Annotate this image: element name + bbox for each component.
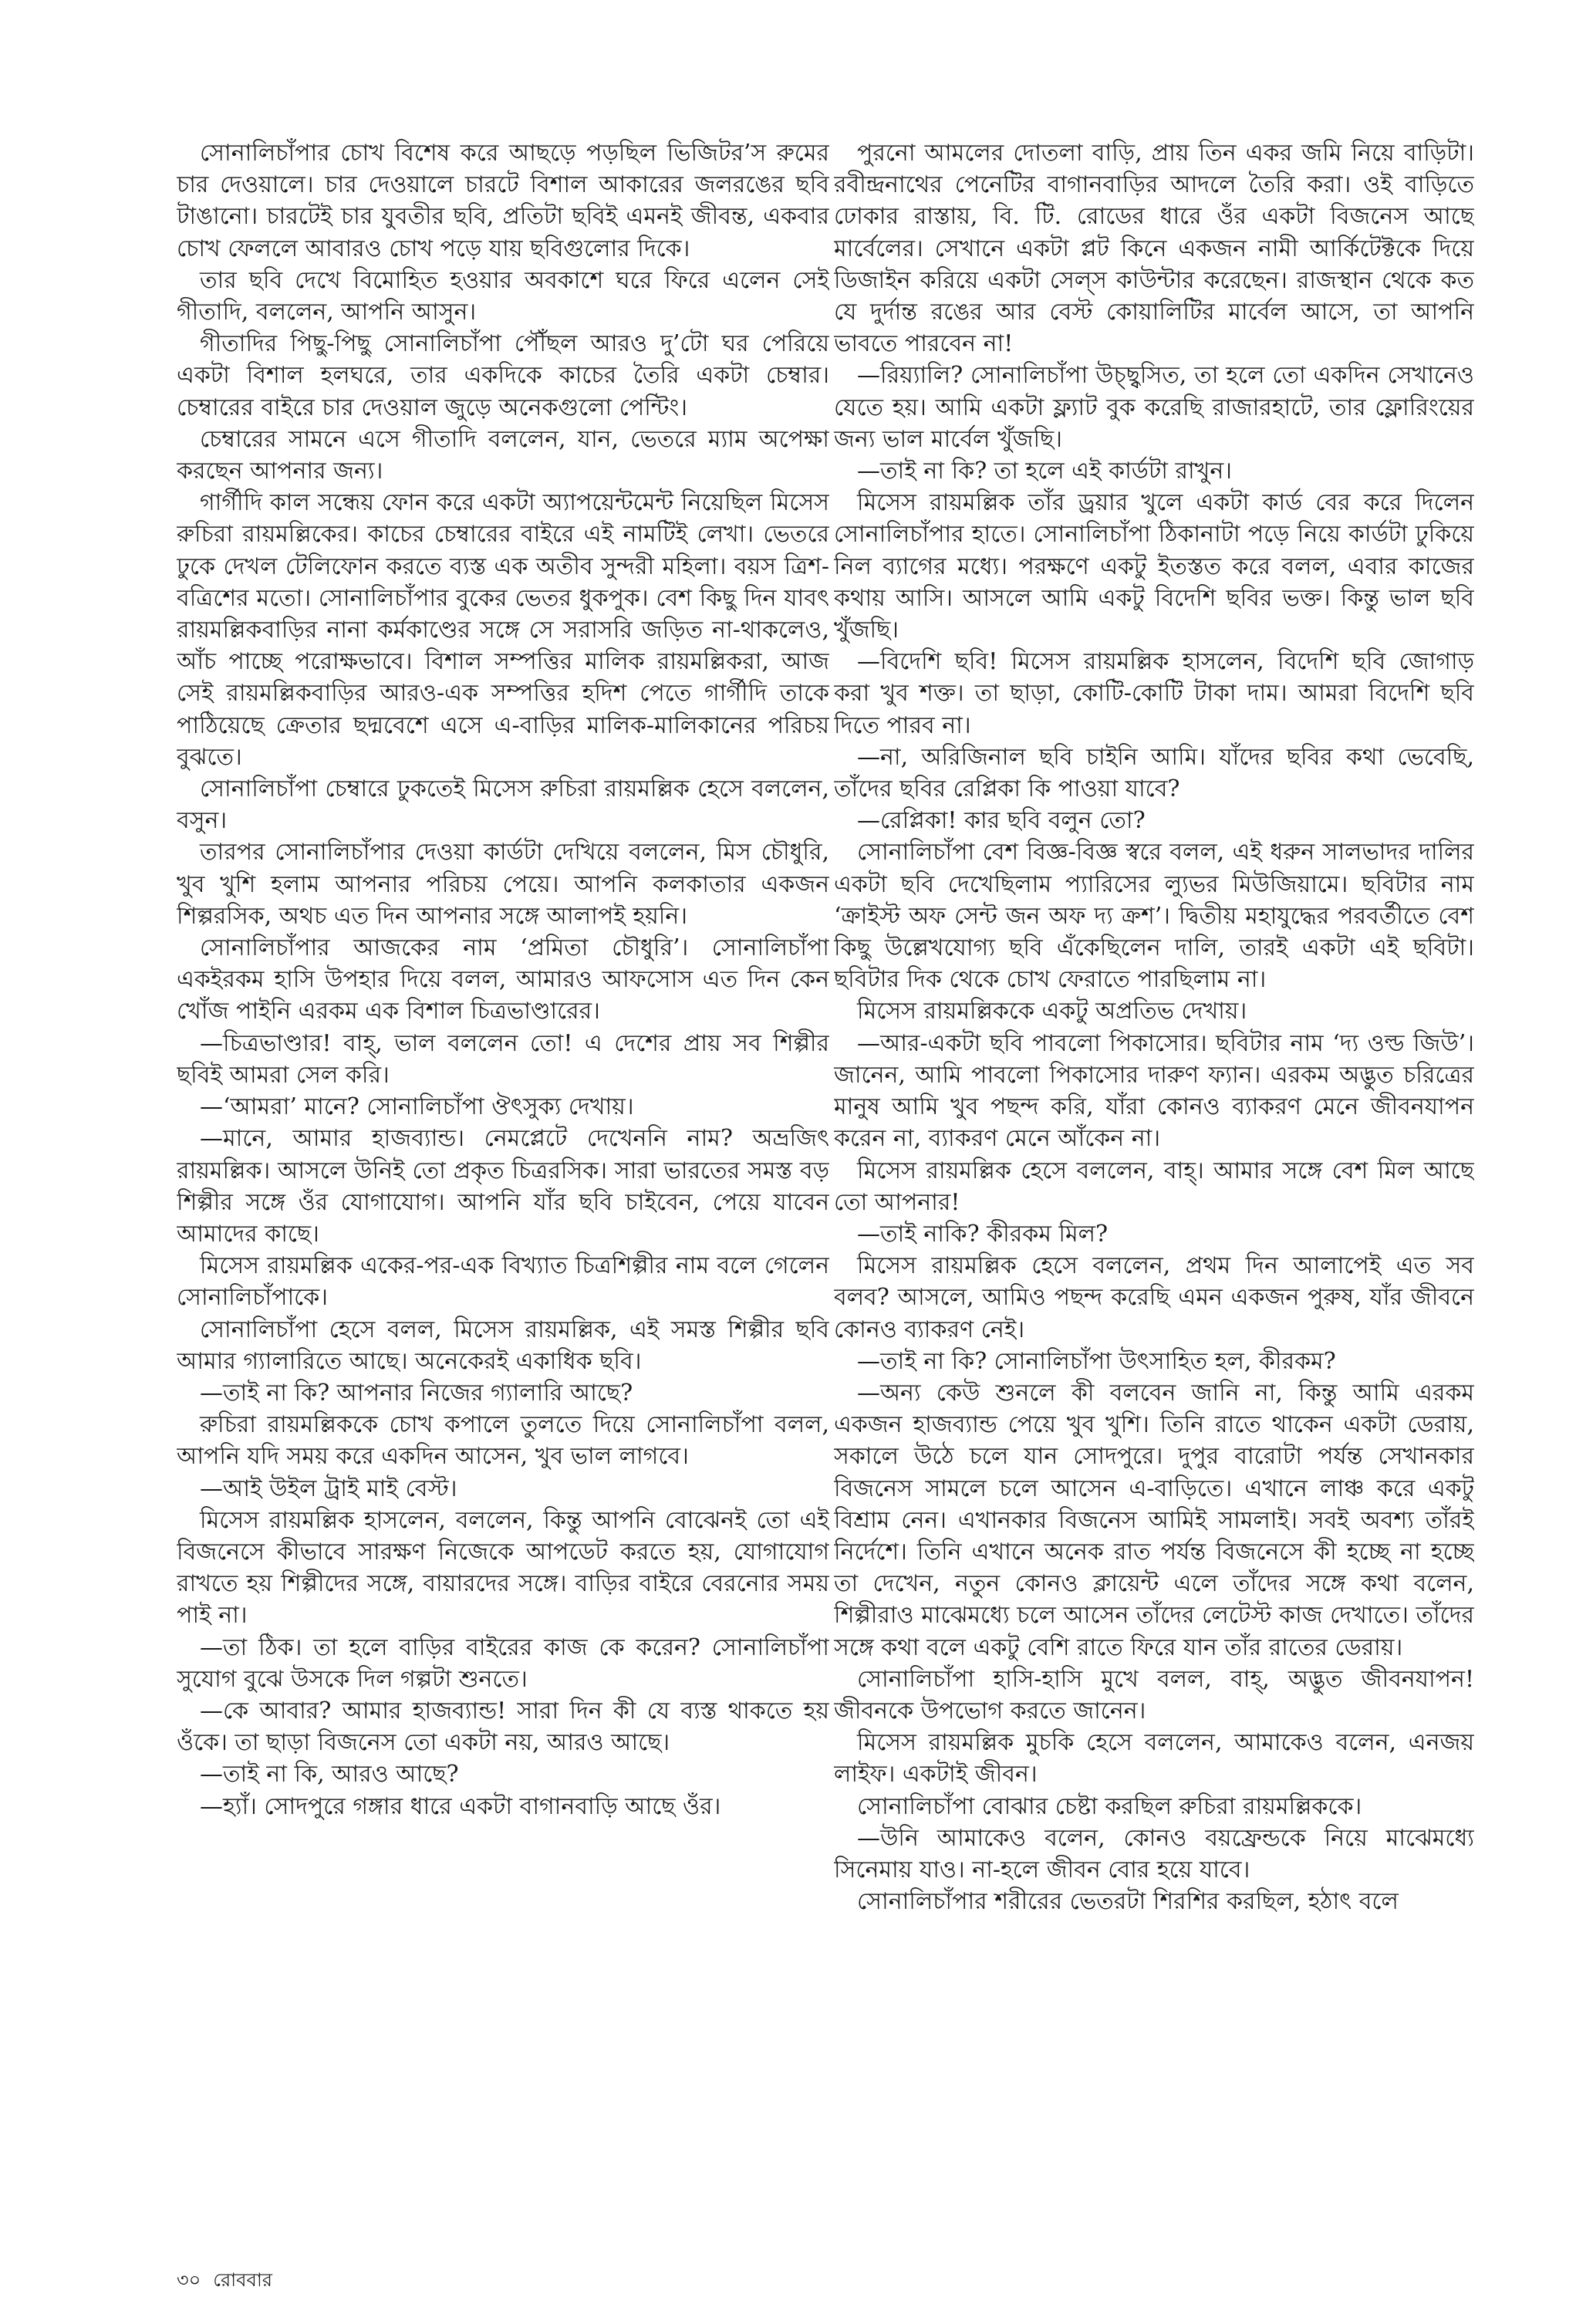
paragraph: তারপর সোনালিচাঁপার দেওয়া কার্ডটা দেখিয়ে বললেন, মিস চৌধুরি, খুব খুশি হলাম আপনার পরিচয় পেয়ে। আপনি কলকাতার একজন শিল্পরসিক, অথচ এত দিন আপনার সঙ্গে আলাপই হয়নি। — [177, 839, 829, 930]
paragraph: মিসেস রায়মল্লিক হাসলেন, বললেন, কিন্তু আপনি বোঝেনই তো এই বিজনেসে কীভাবে সারক্ষণ নিজেকে আপডেট করতে হয়, যোগাযোগ রাখতে হয় শিল্পীদের সঙ্গে, বায়ারদের সঙ্গে। বাড়ির বাইরে বেরনোর সময় পাই না। — [177, 1506, 829, 1630]
paragraph: —তাই না কি, আরও আছে? — [200, 1761, 459, 1789]
paragraph: সোনালিচাঁপার চোখ বিশেষ করে আছড়ে পড়ছিল ভিজিটর’স রুমের চার দেওয়ালে। চার দেওয়ালে চারটে বিশাল আকারের জলরঙের ছবি টাঙানো। চারটেই চার যুবতীর ছবি, প্রতিটা ছবিই এমনই জীবন্ত, একবার চোখ ফেললে আবারও চোখ পড়ে যায় ছবিগুলোর দিকে। — [177, 140, 829, 262]
paragraph: রুচিরা রায়মল্লিককে চোখ কপালে তুলতে দিয়ে সোনালিচাঁপা বলল, আপনি যদি সময় করে একদিন আসেন, খুব ভাল লাগবে। — [177, 1411, 829, 1471]
paragraph: পুরনো আমলের দোতলা বাড়ি, প্রায় তিন একর জমি নিয়ে বাড়িটা। রবীন্দ্রনাথের পেনেটির বাগানবাড়ির আদলে তৈরি করা। ওই বাড়িতে ঢোকার রাস্তায়, বি. টি. রোডের ধারে ওঁর একটা বিজনেস আছে মার্বেলের। সেখানে একটা প্লট কিনে একজন নামী আর্কিটেক্টকে দিয়ে ডিজাইন করিয়ে একটা সেল্‌স কাউন্টার করেছেন। রাজস্থান থেকে কত যে দুর্দান্ত রঙের আর বেস্ট কোয়ালিটির মার্বেল আসে, তা আপনি ভাবতে পারবেন না! — [834, 140, 1474, 358]
paragraph: মিসেস রায়মল্লিক তাঁর ড্রয়ার খুলে একটা কার্ড বের করে দিলেন সোনালিচাঁপার হাতে। সোনালিচাঁপা ঠিকানাটা পড়ে নিয়ে কার্ডটা ঢুকিয়ে নিল ব্যাগের মধ্যে। পরক্ষণে একটু ইতস্তত করে বলল, এবার কাজের কথায় আসি। আসলে আমি একটু বিদেশি ছবির ভক্ত। কিন্তু ভাল ছবি খুঁজছি। — [834, 489, 1474, 644]
paragraph: —বিদেশি ছবি! মিসেস রায়মল্লিক হাসলেন, বিদেশি ছবি জোগাড় করা খুব শক্ত। তা ছাড়া, কোটি-কোটি টাকা দাম। আমরা বিদেশি ছবি দিতে পারব না। — [834, 648, 1474, 739]
paragraph: —কে আবার? আমার হাজব্যান্ড! সারা দিন কী যে ব্যস্ত থাকতে হয় ওঁকে। তা ছাড়া বিজনেস তো একটা নয়, আরও আছে। — [177, 1697, 829, 1757]
paragraph: —রেপ্লিকা! কার ছবি বলুন তো? — [857, 807, 1146, 835]
paragraph: —মানে, আমার হাজব্যান্ড। নেমপ্লেটে দেখেননি নাম? অভ্রজিৎ রায়মল্লিক। আসলে উনিই তো প্রকৃত চিত্ররসিক। সারা ভারতের সমস্ত বড় শিল্পীর সঙ্গে ওঁর যোগাযোগ। আপনি যাঁর ছবি চাইবেন, পেয়ে যাবেন আমাদের কাছে। — [177, 1125, 829, 1248]
page-footer — [177, 2268, 285, 2292]
paragraph: সোনালিচাঁপা বোঝার চেষ্টা করছিল রুচিরা রায়মল্লিককে। — [857, 1792, 1362, 1820]
paragraph: সোনালিচাঁপার আজকের নাম ‘প্রমিতা চৌধুরি’। সোনালিচাঁপা একইরকম হাসি উপহার দিয়ে বলল, আমারও আফসোস এত দিন কেন খোঁজ পাইনি এরকম এক বিশাল চিত্রভাণ্ডারের। — [177, 934, 829, 1025]
paragraph: —রিয়্যালি? সোনালিচাঁপা উচ্ছ্বসিত, তা হলে তো একদিন সেখানেও যেতে হয়। আমি একটা ফ্ল্যাট বুক করেছি রাজারহাটে, তার ফ্লোরিংয়ের জন্য ভাল মার্বেল খুঁজছি। — [834, 362, 1474, 453]
paragraph: —তাই নাকি? কীরকম মিল? — [857, 1220, 1109, 1248]
paragraph: গার্গীদি কাল সন্ধেয় ফোন করে একটা অ্যাপয়েন্টমেন্ট নিয়েছিল মিসেস রুচিরা রায়মল্লিকের। কাচের চেম্বারের বাইরে এই নামটিই লেখা। ভেতরে ঢুকে দেখল টেলিফোন করতে ব্যস্ত এক অতীব সুন্দরী মহিলা। বয়স ত্রিশ-বত্রিশের মতো। সোনালিচাঁপার বুকের ভেতর ধুকপুক। বেশ কিছু দিন যাবৎ রায়মল্লিকবাড়ির নানা কর্মকাণ্ডের সঙ্গে সে সরাসরি জড়িত না-থাকলেও, আঁচ পাচ্ছে পরোক্ষভাবে। বিশাল সম্পত্তির মালিক রায়মল্লিকরা, আজ সেই রায়মল্লিকবাড়ির আরও-এক সম্পত্তির হদিশ পেতে গার্গীদি তাকে পাঠিয়েছে ক্রেতার ছদ্মবেশে এসে এ-বাড়ির মালিক-মালিকানের পরিচয় বুঝতে। — [177, 489, 829, 771]
paragraph: মিসেস রায়মল্লিক মুচকি হেসে বললেন, আমাকেও বলেন, এনজয় লাইফ। একটাই জীবন। — [834, 1729, 1474, 1789]
paragraph: —‘আমরা’ মানে? সোনালিচাঁপা ঔৎসুক্য দেখায়। — [200, 1093, 634, 1121]
paragraph: মিসেস রায়মল্লিক একের-পর-এক বিখ্যাত চিত্রশিল্পীর নাম বলে গেলেন সোনালিচাঁপাকে। — [177, 1252, 829, 1312]
paragraph: —তা ঠিক। তা হলে বাড়ির বাইরের কাজ কে করেন? সোনালিচাঁপা সুযোগ বুঝে উসকে দিল গল্পটা শুনতে। — [177, 1633, 829, 1693]
paragraph: সোনালিচাঁপা বেশ বিজ্ঞ-বিজ্ঞ স্বরে বলল, এই ধরুন সালভাদর দালির একটা ছবি দেখেছিলাম প্যারিসের ল্যুভর মিউজিয়ামে। ছবিটার নাম ‘ক্রাইস্ট অফ সেন্ট জন অফ দ্য ক্রশ’। দ্বিতীয় মহাযুদ্ধের পরবর্তীতে বেশ কিছু উল্লেখযোগ্য ছবি এঁকেছিলেন দালি, তারই একটা এই ছবিটা। ছবিটার দিক থেকে চোখ ফেরাতে পারছিলাম না। — [834, 839, 1474, 994]
paragraph: গীতাদির পিছু-পিছু সোনালিচাঁপা পৌঁছল আরও দু’টো ঘর পেরিয়ে একটা বিশাল হলঘরে, তার একদিকে কাচের তৈরি একটা চেম্বার। চেম্বারের বাইরে চার দেওয়াল জুড়ে অনেকগুলো পেন্টিং। — [177, 330, 829, 421]
paragraph: মিসেস রায়মল্লিককে একটু অপ্রতিভ দেখায়। — [857, 998, 1247, 1025]
paragraph: সোনালিচাঁপা চেম্বারে ঢুকতেই মিসেস রুচিরা রায়মল্লিক হেসে বললেন, বসুন। — [177, 775, 829, 835]
paragraph: —অন্য কেউ শুনলে কী বলবেন জানি না, কিন্তু আমি এরকম একজন হাজব্যান্ড পেয়ে খুব খুশি। তিনি রাতে থাকেন একটা ডেরায়, সকালে উঠে চলে যান সোদপুরে। দুপুর বারোটা পর্যন্ত সেখানকার বিজনেস সামলে চলে আসেন এ-বাড়িতে। এখানে লাঞ্চ করে একটু বিশ্রাম নেন। এখানকার বিজনেস আমিই সামলাই। সবই অবশ্য তাঁরই নির্দেশে। তিনি এখানে অনেক রাত পর্যন্ত বিজনেসে কী হচ্ছে না হচ্ছে তা দেখেন, নতুন কোনও ক্লায়েন্ট এলে তাঁদের সঙ্গে কথা বলেন, শিল্পীরাও মাঝেমধ্যে চলে আসেন তাঁদের লেটেস্ট কাজ দেখাতে। তাঁদের সঙ্গে কথা বলে একটু বেশি রাতে ফিরে যান তাঁর রাতের ডেরায়। — [834, 1379, 1474, 1661]
paragraph: মিসেস রায়মল্লিক হেসে বললেন, বাহ্‌। আমার সঙ্গে বেশ মিল আছে তো আপনার! — [834, 1157, 1474, 1216]
paragraph: —তাই না কি? তা হলে এই কার্ডটা রাখুন। — [857, 458, 1232, 485]
paragraph: —না, অরিজিনাল ছবি চাইনি আমি। যাঁদের ছবির কথা ভেবেছি, তাঁদের ছবির রেপ্লিকা কি পাওয়া যাবে? — [834, 743, 1474, 803]
paragraph: —আই উইল ট্রাই মাই বেস্ট। — [200, 1474, 457, 1502]
page-number: ৩০ — [177, 2269, 201, 2291]
paragraph: সোনালিচাঁপা হাসি-হাসি মুখে বলল, বাহ্‌, অদ্ভুত জীবনযাপন! জীবনকে উপভোগ করতে জানেন। — [834, 1665, 1474, 1724]
paragraph: তার ছবি দেখে বিমোহিত হওয়ার অবকাশে ঘরে ফিরে এলেন সেই গীতাদি, বললেন, আপনি আসুন। — [177, 266, 829, 326]
paragraph: —চিত্রভাণ্ডার! বাহ্‌, ভাল বললেন তো! এ দেশের প্রায় সব শিল্পীর ছবিই আমরা সেল করি। — [177, 1029, 829, 1089]
paragraph: —হ্যাঁ। সোদপুরে গঙ্গার ধারে একটা বাগানবাড়ি আছে ওঁর। — [200, 1792, 721, 1820]
right-column — [834, 137, 1474, 2167]
paragraph: —তাই না কি? আপনার নিজের গ্যালারি আছে? — [200, 1379, 633, 1407]
paragraph: —উনি আমাকেও বলেন, কোনও বয়ফ্রেন্ডকে নিয়ে মাঝেমধ্যে সিনেমায় যাও। না-হলে জীবন বোর হয়ে যাবে। — [834, 1824, 1474, 1883]
paragraph: —আর-একটা ছবি পাবলো পিকাসোর। ছবিটার নাম ‘দ্য ওল্ড জিউ’। জানেন, আমি পাবলো পিকাসোর দারুণ ফ্যান। এরকম অদ্ভুত চরিত্রের মানুষ আমি খুব পছন্দ করি, যাঁরা কোনও ব্যাকরণ মেনে জীবনযাপন করেন না, ব্যাকরণ মেনে আঁকেন না। — [834, 1029, 1474, 1153]
magazine-name: রোববার — [213, 2269, 272, 2291]
paragraph: সোনালিচাঁপার শরীরের ভেতরটা শিরশির করছিল, হঠাৎ বলে — [857, 1888, 1399, 1916]
paragraph: চেম্বারের সামনে এসে গীতাদি বললেন, যান, ভেতরে ম্যাম অপেক্ষা করছেন আপনার জন্য। — [177, 425, 829, 485]
paragraph: —তাই না কি? সোনালিচাঁপা উৎসাহিত হল, কীরকম? — [857, 1347, 1336, 1375]
paragraph: মিসেস রায়মল্লিক হেসে বললেন, প্রথম দিন আলাপেই এত সব বলব? আসলে, আমিও পছন্দ করেছি এমন একজন পুরুষ, যাঁর জীবনে কোনও ব্যাকরণ নেই। — [834, 1252, 1474, 1343]
paragraph: সোনালিচাঁপা হেসে বলল, মিসেস রায়মল্লিক, এই সমস্ত শিল্পীর ছবি আমার গ্যালারিতে আছে। অনেকেরই একাধিক ছবি। — [177, 1316, 829, 1375]
left-column — [177, 137, 829, 2167]
